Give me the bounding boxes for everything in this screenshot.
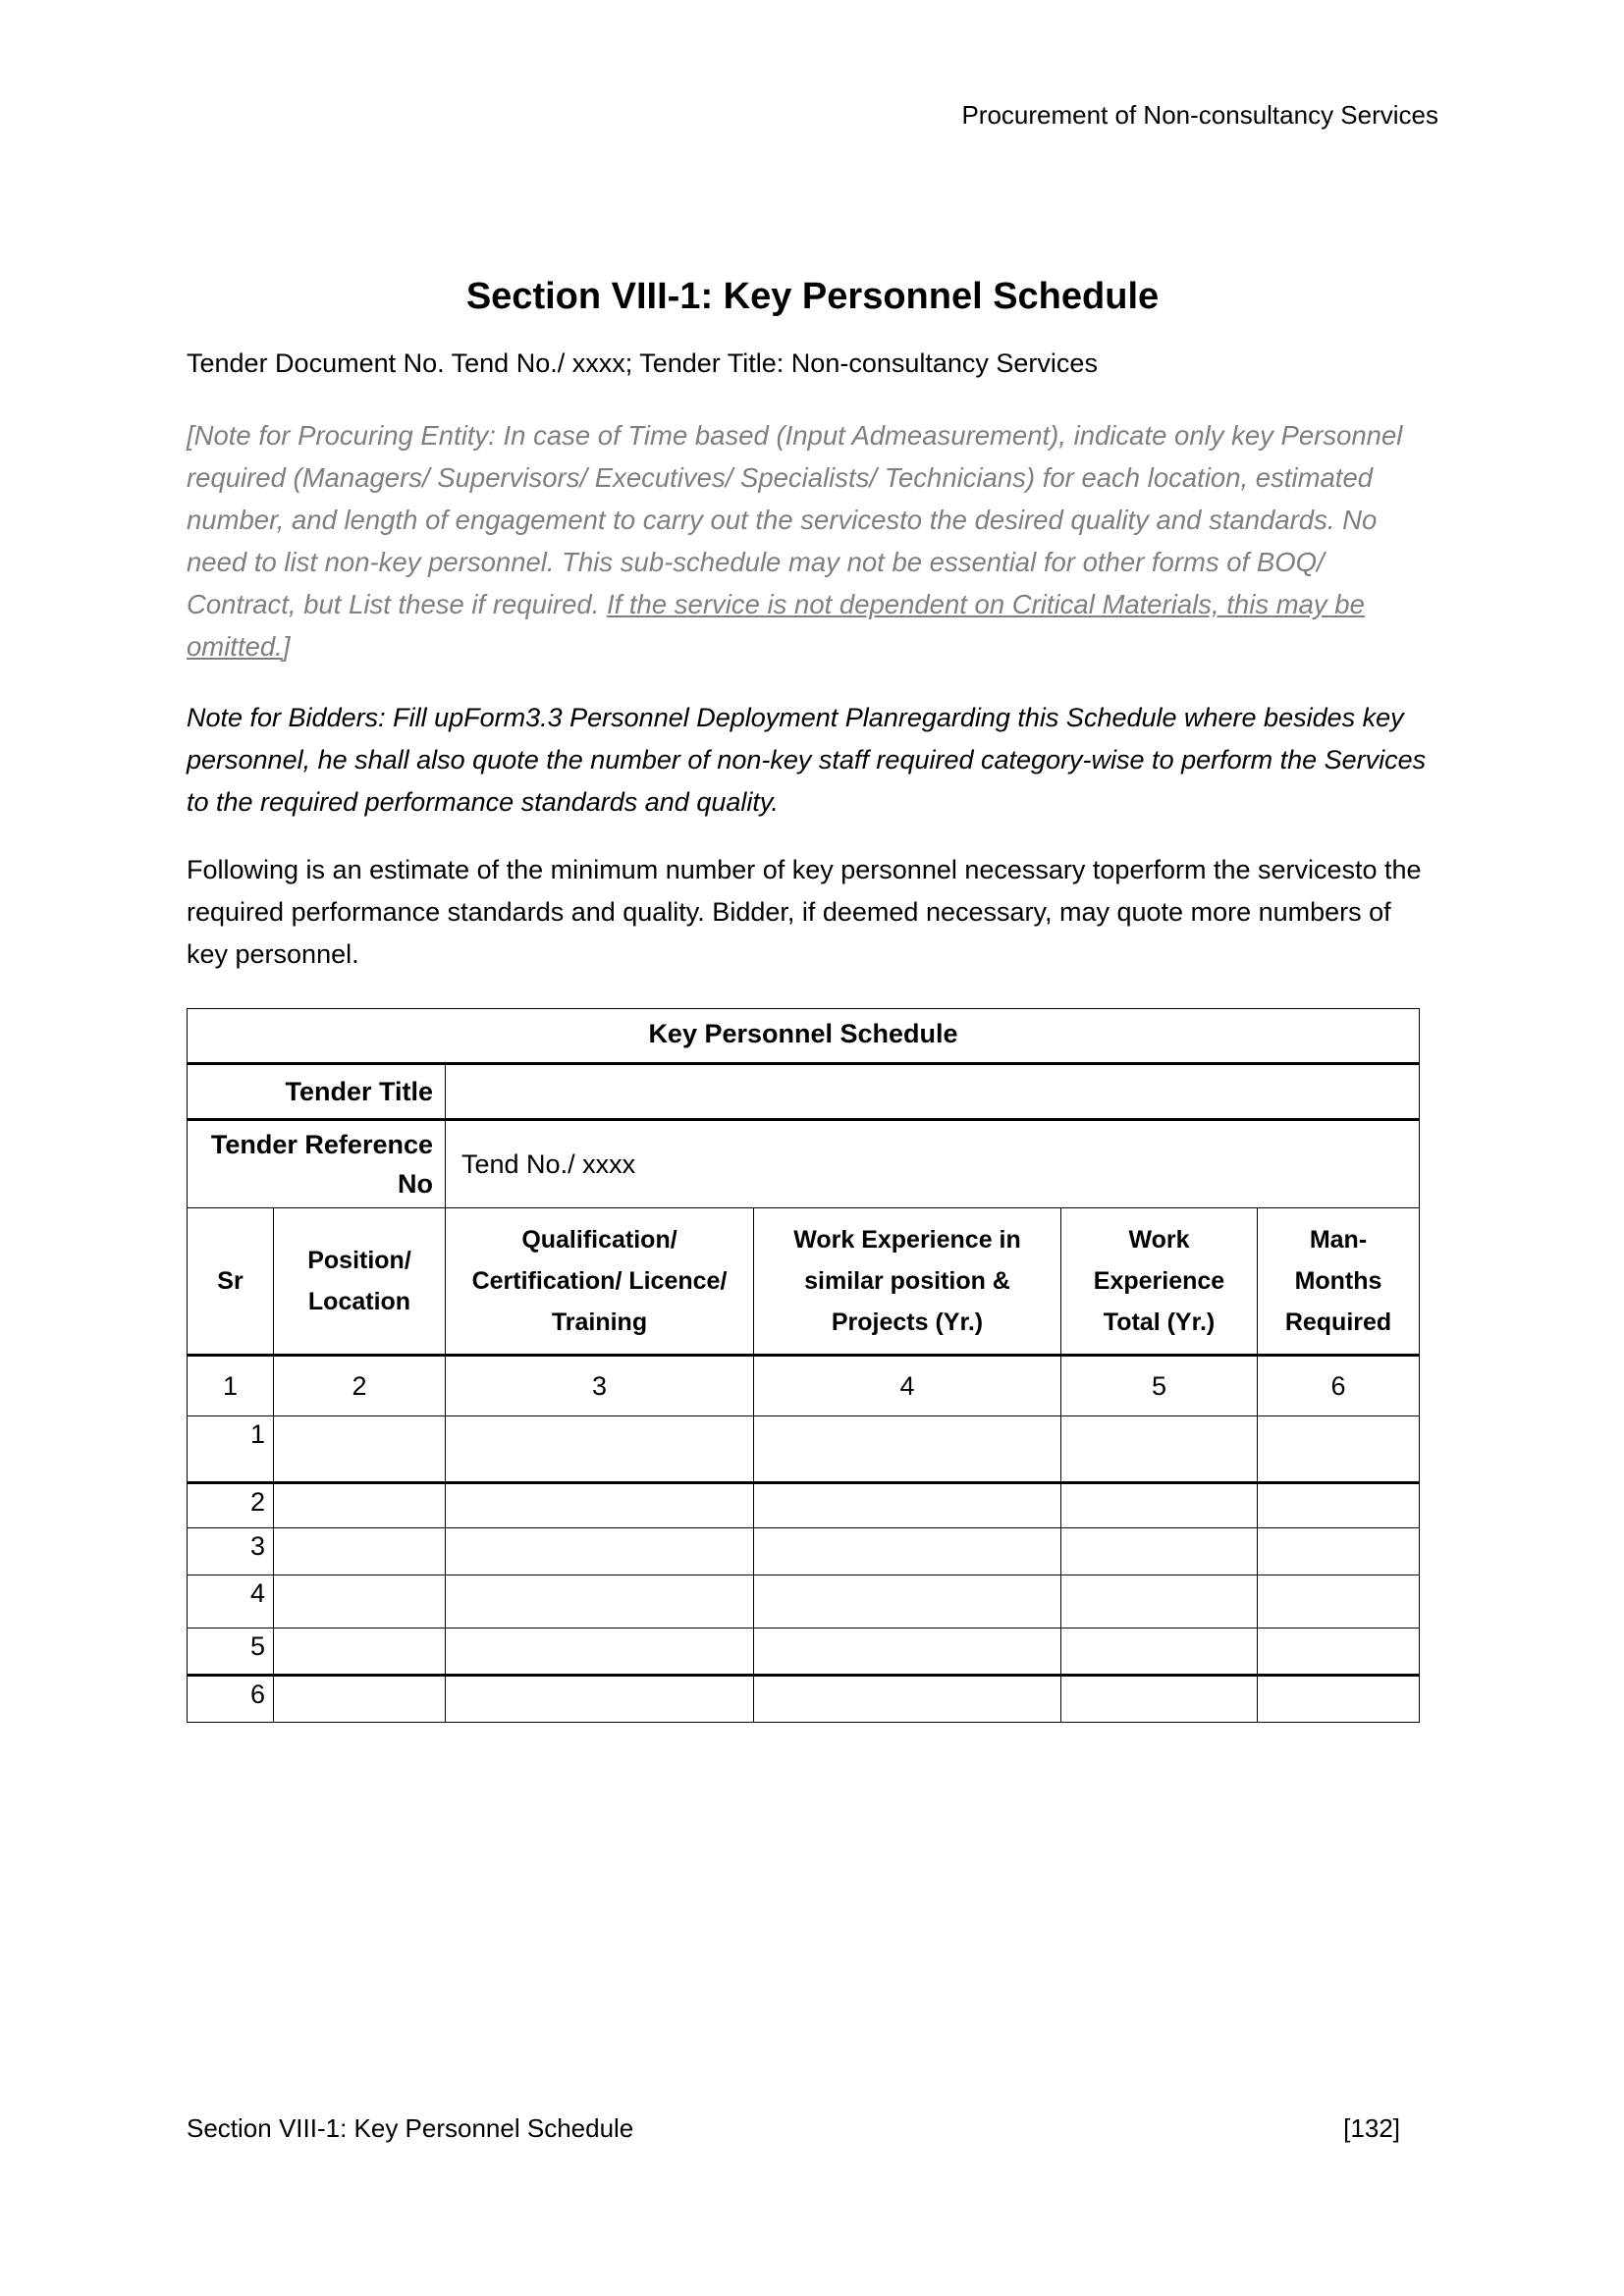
table-title-row (188, 1009, 1420, 1064)
tender-reference-label: Tender Reference No (188, 1120, 446, 1208)
table-title: Key Personnel Schedule (188, 1009, 1420, 1064)
empty-cell (274, 1575, 446, 1629)
sr-cell: 6 (188, 1676, 274, 1723)
page-title: Section VIII-1: Key Personnel Schedule (465, 276, 1160, 317)
column-number: 3 (446, 1356, 754, 1416)
sr-cell: 5 (188, 1629, 274, 1676)
empty-cell (754, 1483, 1061, 1528)
tender-title-value (446, 1064, 1420, 1120)
sr-cell: 1 (188, 1416, 274, 1483)
sr-cell: 2 (188, 1483, 274, 1528)
column-header-row (188, 1208, 1420, 1356)
column-number: 2 (274, 1356, 446, 1416)
empty-cell (754, 1528, 1061, 1575)
empty-cell (1258, 1416, 1420, 1483)
empty-cell (446, 1528, 754, 1575)
sr-cell: 4 (188, 1575, 274, 1629)
empty-cell (1258, 1483, 1420, 1528)
empty-cell (274, 1528, 446, 1575)
empty-cell (1258, 1676, 1420, 1723)
empty-cell (1061, 1528, 1258, 1575)
empty-cell (1258, 1575, 1420, 1629)
intro-paragraph: Tender Document No. Tend No./ xxxx; Tender Title: Non-consultancy Services (187, 348, 1098, 378)
footer-page-number: [132] (1343, 2113, 1400, 2143)
key-personnel-table (187, 1008, 1420, 1723)
procuring-entity-note (187, 414, 1438, 667)
column-header-work-exp-total: Work Experience Total (Yr.) (1061, 1208, 1258, 1356)
empty-cell (1061, 1416, 1258, 1483)
empty-cell (754, 1416, 1061, 1483)
empty-cell (754, 1629, 1061, 1676)
empty-cell (1061, 1483, 1258, 1528)
empty-cell (1061, 1575, 1258, 1629)
empty-cell (1258, 1629, 1420, 1676)
empty-cell (446, 1416, 754, 1483)
column-header-position: Position/ Location (274, 1208, 446, 1356)
empty-cell (446, 1483, 754, 1528)
empty-cell (446, 1629, 754, 1676)
column-number-row (188, 1356, 1420, 1416)
tender-reference-value: Tend No./ xxxx (446, 1120, 1420, 1208)
column-header-man-months: Man- Months Required (1258, 1208, 1420, 1356)
empty-cell (274, 1483, 446, 1528)
empty-cell (1258, 1528, 1420, 1575)
following-paragraph: Following is an estimate of the minimum number of key personnel necessary toperform the servicesto the required performance standards and quality. Bidder, if deemed necessary, may quote more numbers of key personnel. (187, 855, 1422, 969)
column-header-qualification: Qualification/ Certification/ Licence/ Training (446, 1208, 754, 1356)
empty-cell (446, 1676, 754, 1723)
empty-cell (754, 1676, 1061, 1723)
procuring-note-text: [Note for Procuring Entity: In case of Time based (Input Admeasurement), indicate only key Personnel required (Managers/ Supervisors/ Executives/ Specialists/ Technicians) for each location, estimated number, and length of engagement to carry out the servicesto the desired quality and standards. No need to list non-key personnel. This sub-schedule may not be essential for other forms of BOQ/ Contract, but List these if required. (187, 420, 1403, 619)
empty-cell (1061, 1676, 1258, 1723)
empty-cell (1061, 1629, 1258, 1676)
empty-cell (274, 1676, 446, 1723)
footer-left-text: Section VIII-1: Key Personnel Schedule (187, 2113, 634, 2143)
tender-title-label: Tender Title (188, 1064, 446, 1120)
column-header-sr: Sr (188, 1208, 274, 1356)
column-number: 6 (1258, 1356, 1420, 1416)
table-row (188, 1528, 1420, 1575)
empty-cell (446, 1575, 754, 1629)
tender-reference-row (188, 1120, 1420, 1208)
column-number: 1 (188, 1356, 274, 1416)
page-footer (187, 2112, 1400, 2144)
procuring-note-underlined: If the service is not dependent on Critical Materials, this may be omitted. (187, 589, 1365, 662)
empty-cell (274, 1629, 446, 1676)
bidders-note: Note for Bidders: Fill upForm3.3 Personnel Deployment Planregarding this Schedule where besides key personnel, he shall also quote the number of non-key staff required category-wise to perform the Services to the required performance standards and quality. (187, 703, 1427, 817)
table-row (188, 1483, 1420, 1528)
empty-cell (274, 1416, 446, 1483)
sr-cell: 3 (188, 1528, 274, 1575)
empty-cell (754, 1575, 1061, 1629)
column-number: 4 (754, 1356, 1061, 1416)
page-header (187, 0, 1438, 131)
table-row (188, 1676, 1420, 1723)
table-row (188, 1416, 1420, 1483)
column-number: 5 (1061, 1356, 1258, 1416)
header-right-text: Procurement of Non-consultancy Services (961, 100, 1438, 130)
column-header-work-exp-similar: Work Experience in similar position & Projects (Yr.) (754, 1208, 1061, 1356)
table-row (188, 1575, 1420, 1629)
procuring-note-closing: ] (282, 631, 291, 662)
table-row (188, 1629, 1420, 1676)
tender-title-row (188, 1064, 1420, 1120)
